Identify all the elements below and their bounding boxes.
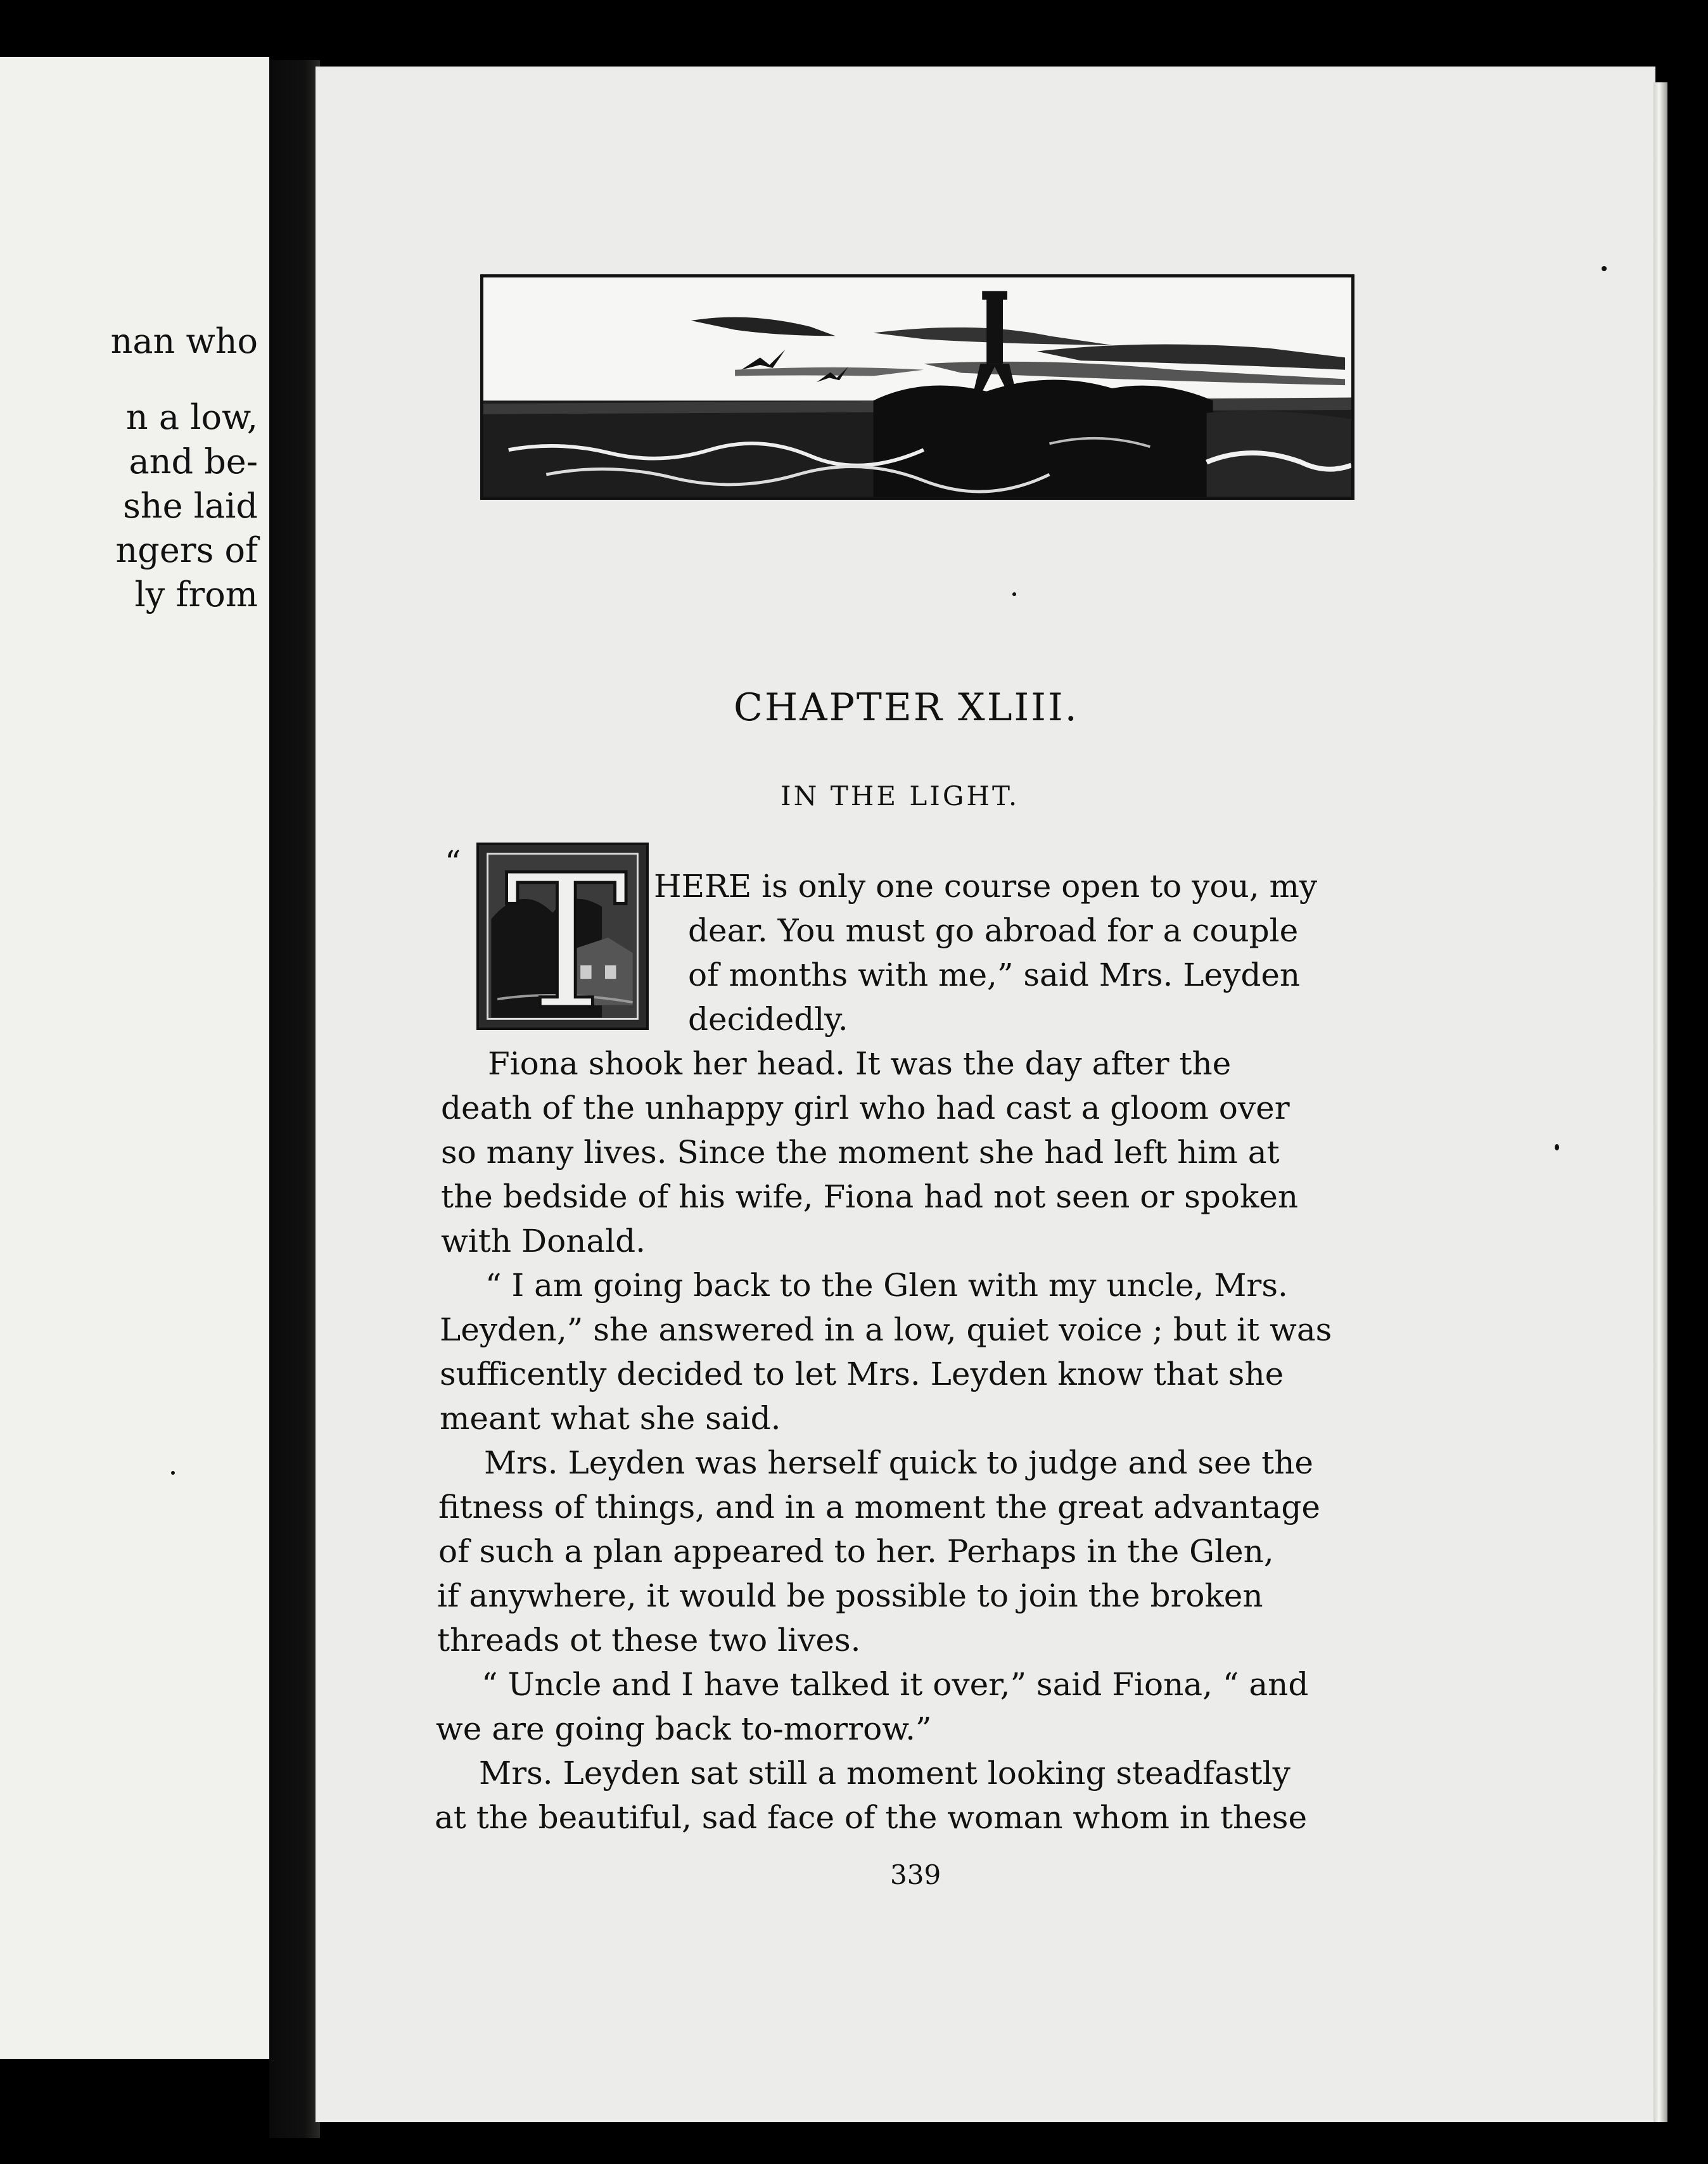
- body-line: HERE is only one course open to you, my: [654, 868, 1318, 905]
- scan-speck: [1602, 266, 1607, 271]
- body-line: if anywhere, it would be possible to join the broken: [437, 1577, 1263, 1614]
- body-line: “ I am going back to the Glen with my uncle, Mrs.: [485, 1267, 1288, 1304]
- body-line: decidedly.: [688, 1001, 848, 1038]
- left-page-line: ngers of: [115, 530, 258, 570]
- page-number: 339: [890, 1859, 941, 1890]
- body-line: meant what she said.: [440, 1400, 781, 1437]
- body-line: Mrs. Leyden was herself quick to judge and see the: [484, 1444, 1313, 1481]
- body-line: “ Uncle and I have talked it over,” said Fiona, “ and: [481, 1666, 1309, 1703]
- left-page-line: n a low,: [125, 397, 258, 437]
- seascape-engraving: [483, 277, 1351, 497]
- drop-cap-engraving: [479, 845, 646, 1028]
- left-page-line: nan who: [110, 321, 258, 361]
- scan-speck: [1555, 1144, 1559, 1150]
- left-page-line: and be-: [129, 442, 258, 481]
- left-page-line: she laid: [123, 486, 258, 526]
- body-line: death of the unhappy girl who had cast a gloom over: [441, 1090, 1290, 1126]
- scan-speck: [1012, 592, 1016, 596]
- body-line: Mrs. Leyden sat still a moment looking steadfastly: [479, 1755, 1291, 1792]
- lighthouse-seascape-illustration: [480, 274, 1354, 500]
- body-line: dear. You must go abroad for a couple: [688, 912, 1299, 949]
- body-line: we are going back to-morrow.”: [436, 1710, 932, 1747]
- page-edge: [1654, 82, 1667, 2122]
- body-line: Fiona shook her head. It was the day after the: [488, 1045, 1232, 1082]
- chapter-title: CHAPTER XLIII.: [734, 685, 1079, 730]
- left-page: [0, 57, 269, 2059]
- chapter-subtitle: IN THE LIGHT.: [781, 780, 1020, 812]
- body-line: so many lives. Since the moment she had left him at: [441, 1134, 1280, 1171]
- scan-speck: [171, 1471, 175, 1475]
- left-page-line: ly from: [134, 575, 258, 614]
- drop-cap-letter: T: [504, 845, 628, 1028]
- body-line: at the beautiful, sad face of the woman whom in these: [435, 1799, 1308, 1836]
- book-gutter: [269, 60, 320, 2138]
- body-line: Leyden,” she answered in a low, quiet voice ; but it was: [440, 1311, 1332, 1348]
- body-line: the bedside of his wife, Fiona had not seen or spoken: [441, 1178, 1299, 1215]
- body-line: with Donald.: [441, 1223, 646, 1259]
- body-line: of months with me,” said Mrs. Leyden: [688, 957, 1301, 993]
- body-line: of such a plan appeared to her. Perhaps in the Glen,: [438, 1533, 1274, 1570]
- drop-cap-t-illustration: [476, 843, 649, 1030]
- body-line: threads ot these two lives.: [437, 1622, 861, 1658]
- opening-quote-mark: “: [445, 844, 461, 881]
- body-line: fitness of things, and in a moment the great advantage: [438, 1489, 1320, 1525]
- body-line: sufficently decided to let Mrs. Leyden know that she: [440, 1356, 1284, 1392]
